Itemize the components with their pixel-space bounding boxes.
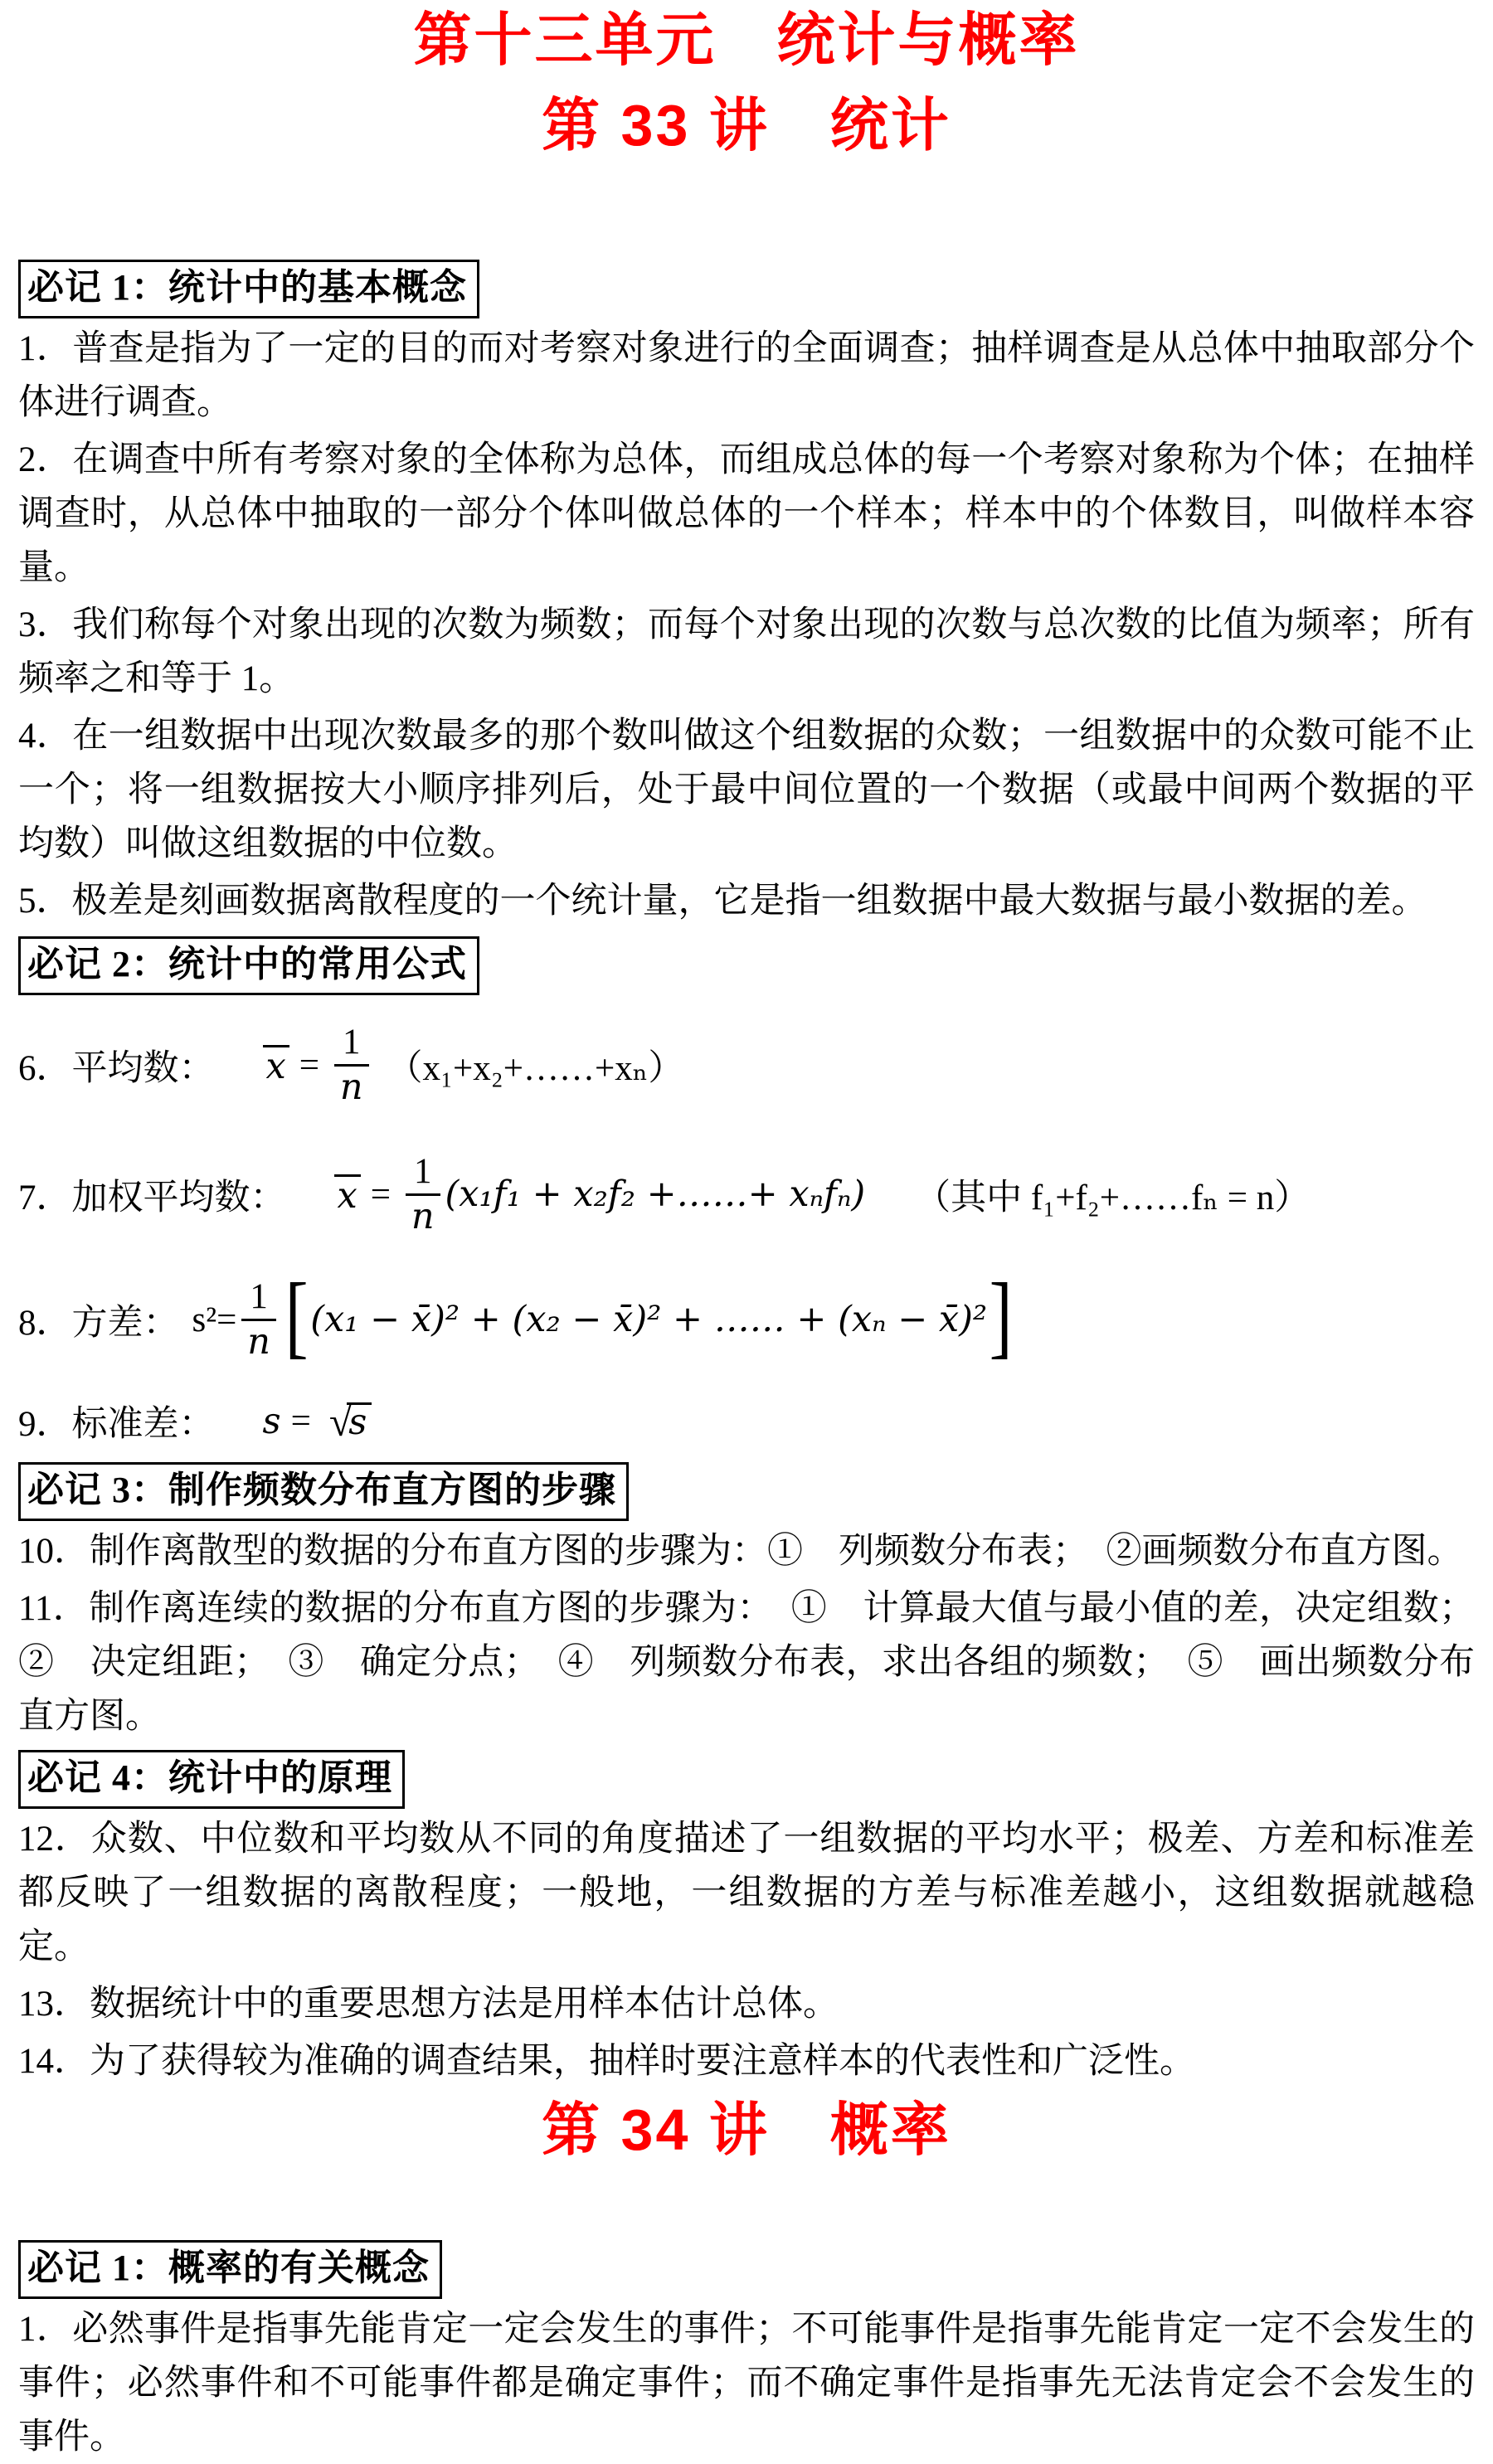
stddev-formula-row	[18, 1390, 1475, 1452]
weighted-mean-condition: （其中 f₁+f₂+……fₙ = n）	[915, 1178, 1311, 1217]
list-item-13: 13．数据统计中的重要思想方法是用样本估计总体。	[18, 1985, 839, 2024]
stddev-label: 9．标准差：	[18, 1405, 215, 1444]
fraction-numerator: 1	[334, 1023, 369, 1066]
weighted-mean-terms: (x₁f₁ + x₂f₂ +……+ xₙfₙ)	[445, 1174, 866, 1215]
fraction-one-over-n	[406, 1153, 440, 1235]
list-item-1: 1．普查是指为了一定的目的而对考察对象进行的全面调查；抽样调查是从总体中抽取部分个体进行调查。	[18, 329, 1475, 422]
list-item-3: 3．我们称每个对象出现的次数为频数；而每个对象出现的次数与总次数的比值为频率；所有频率之和等于 1。	[18, 605, 1475, 698]
variance-terms: (x₁ − x̄)² + (x₂ − x̄)² + …… + (xₙ − x̄)²	[310, 1299, 988, 1340]
list-item-prob-1: 1．必然事件是指事先能肯定一定会发生的事件；不可能事件是指事先能肯定一定不会发生的事件；必然事件和不可能事件都是确定事件；而不确定事件是指事先无法肯定会不会发生的事件。	[18, 2309, 1475, 2457]
radical-sign: √	[328, 1397, 353, 1445]
section-heading-statistics-principles: 必记 4：统计中的原理	[18, 1750, 405, 1809]
fraction-numerator: 1	[406, 1153, 440, 1195]
radicand-s: s	[347, 1402, 372, 1441]
weighted-mean-formula-row	[18, 1136, 1475, 1252]
fraction-denominator: n	[339, 1066, 363, 1108]
fraction-denominator: n	[247, 1320, 270, 1363]
list-item-10: 10．制作离散型的数据的分布直方图的步骤为：① 列频数分布表； ②画频数分布直方图。	[18, 1532, 1463, 1571]
section-heading-probability-concepts: 必记 1：概率的有关概念	[18, 2240, 442, 2299]
section-heading-histogram-steps: 必记 3：制作频数分布直方图的步骤	[18, 1462, 629, 1521]
list-item-14: 14．为了获得较为准确的调查结果，抽样时要注意样本的代表性和广泛性。	[18, 2042, 1195, 2081]
variance-label: 8．方差：	[18, 1303, 179, 1343]
lecture-34-title: 第 34 讲 概率	[542, 2097, 951, 2162]
list-item-12: 12．众数、中位数和平均数从不同的角度描述了一组数据的平均水平；极差、方差和标准差都反映了一组数据的离散程度；一般地，一组数据的方差与标准差越小，这组数据就越稳定。	[18, 1820, 1475, 1966]
fraction-one-over-n	[334, 1023, 369, 1106]
mean-formula-terms: （x₁+x₂+……+xₙ）	[387, 1048, 684, 1088]
x-bar-symbol: x	[334, 1174, 361, 1214]
list-item-5: 5．极差是刻画数据离散程度的一个统计量，它是指一组数据中最大数据与最小数据的差。	[18, 882, 1427, 921]
equals-sign: =	[290, 1402, 311, 1441]
lecture-33-title: 第 33 讲 统计	[542, 92, 951, 158]
equals-sign: =	[370, 1174, 391, 1214]
weighted-mean-label: 7．加权平均数：	[18, 1178, 286, 1217]
list-item-11: 11．制作离连续的数据的分布直方图的步骤为： ① 计算最大值与最小值的差，决定组数；② 决定组距； ③ 确定分点； ④ 列频数分布表，求出各组的频数； ⑤ 画出频数分布直方图。	[18, 1589, 1475, 1736]
section-heading-basic-concepts: 必记 1：统计中的基本概念	[18, 260, 479, 318]
s-symbol: s	[262, 1400, 281, 1442]
section-heading-common-formulas: 必记 2：统计中的常用公式	[18, 936, 479, 995]
x-bar-symbol: x	[263, 1045, 289, 1085]
list-item-4: 4．在一组数据中出现次数最多的那个数叫做这个组数据的众数；一组数据中的众数可能不止一个；将一组数据按大小顺序排列后，处于最中间位置的一个数据（或最中间两个数据的平均数）叫做这组数据的中位数。	[18, 717, 1475, 863]
list-item-2: 2．在调查中所有考察对象的全体称为总体，而组成总体的每一个考察对象称为个体；在抽样调查时，从总体中抽取的一部分个体叫做总体的一个样本；样本中的个体数目，叫做样本容量。	[18, 440, 1475, 587]
variance-formula-row: 8．方差： s²= $\frac{1}{n}$ [ (x₁ − x̄)² + (x₂ − x̄)² + …… + (xₙ − x̄)² ]	[18, 1265, 1013, 1368]
s-squared-equals: s²=	[192, 1300, 237, 1339]
mean-formula-label: 6．平均数：	[18, 1048, 215, 1088]
equals-sign: =	[299, 1045, 320, 1085]
mean-formula-row	[18, 1007, 1475, 1123]
fraction-numerator: 1	[241, 1278, 276, 1320]
fraction-denominator: n	[411, 1195, 435, 1237]
unit-title: 第十三单元 统计与概率	[413, 7, 1080, 72]
fraction-one-over-n	[241, 1277, 276, 1363]
